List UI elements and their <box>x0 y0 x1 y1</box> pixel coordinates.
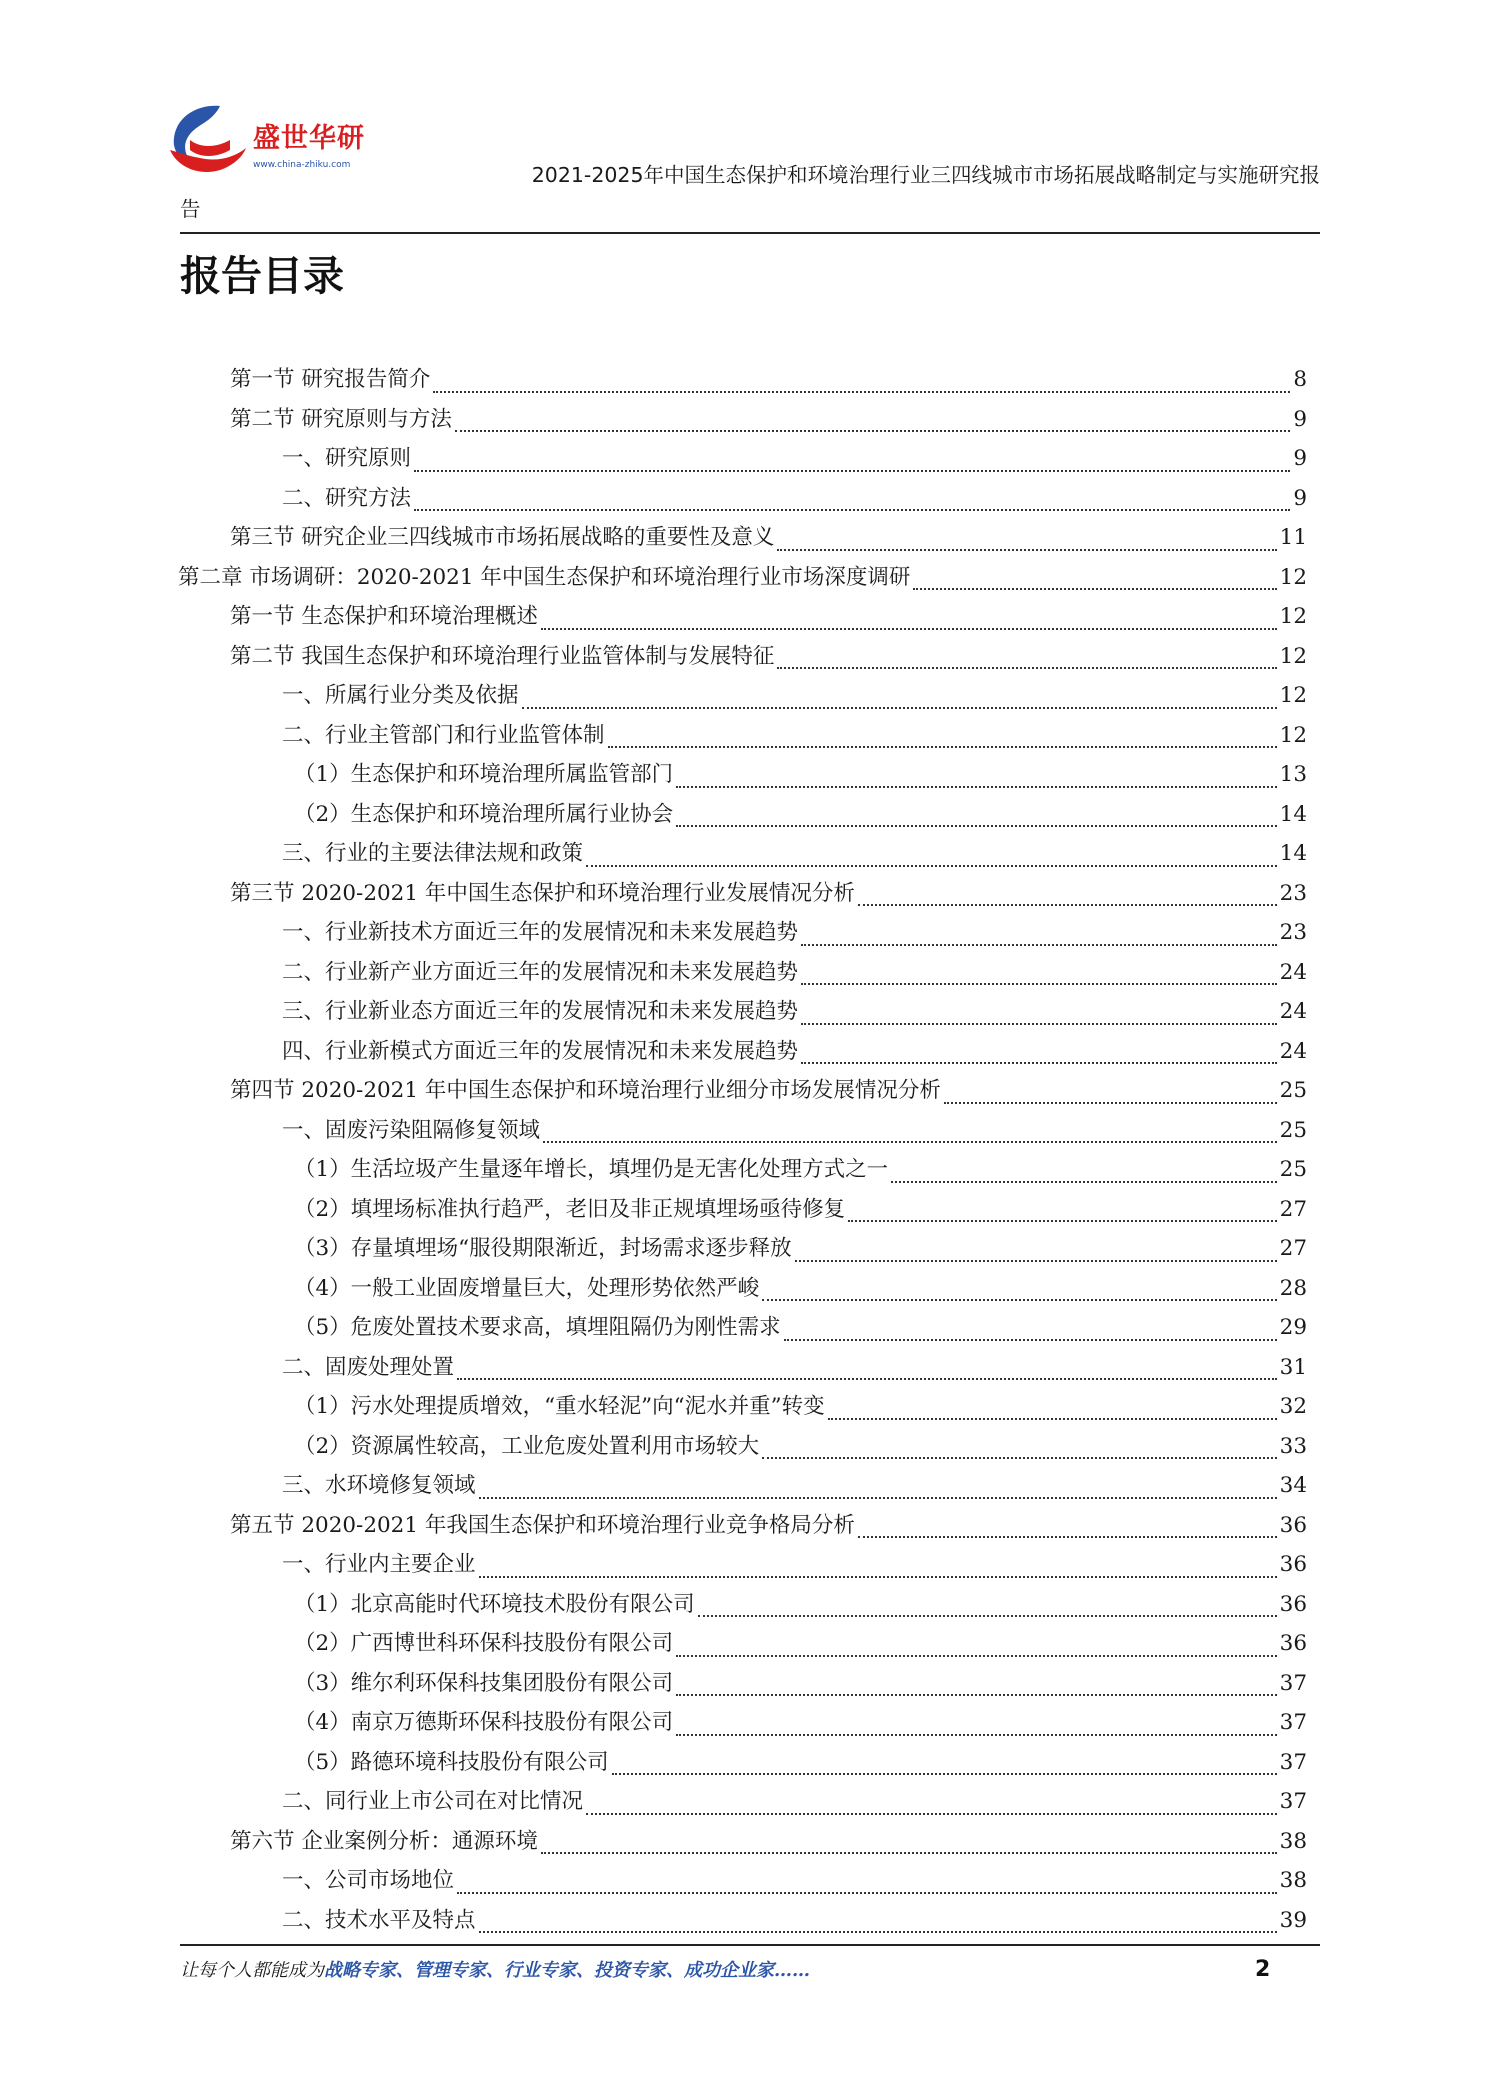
toc-entry[interactable] <box>178 834 1307 874</box>
toc-entry-page: 25 <box>1279 1157 1307 1182</box>
toc-entry-page: 8 <box>1293 367 1307 392</box>
toc-entry-title: 第二节 我国生态保护和环境治理行业监管体制与发展特征 <box>230 643 775 669</box>
toc-dot-leader <box>541 616 1277 630</box>
toc-entry-title: 第三节 2020-2021 年中国生态保护和环境治理行业发展情况分析 <box>230 880 855 906</box>
toc-entry-page: 31 <box>1279 1354 1307 1380</box>
toc-dot-leader <box>676 774 1276 788</box>
toc-dot-leader <box>541 1840 1277 1854</box>
toc-entry[interactable] <box>178 1229 1307 1269</box>
toc-dot-leader <box>479 1485 1277 1499</box>
toc-dot-leader <box>801 971 1277 985</box>
toc-entry-page: 11 <box>1279 525 1307 550</box>
toc-entry-title: （1）生活垃圾产生量逐年增长，填埋仍是无害化处理方式之一 <box>294 1157 889 1182</box>
toc-entry-page: 12 <box>1279 643 1307 669</box>
toc-entry-page: 36 <box>1279 1552 1307 1577</box>
toc-entry-title: 第六节 企业案例分析：通源环境 <box>230 1828 538 1854</box>
toc-entry-title: 一、行业内主要企业 <box>282 1552 476 1577</box>
toc-entry-page: 24 <box>1279 999 1307 1024</box>
toc-entry-title: （5）危废处置技术要求高，填埋阻隔仍为刚性需求 <box>294 1315 781 1340</box>
toc-entry[interactable] <box>178 676 1307 716</box>
toc-entry-page: 33 <box>1279 1433 1307 1459</box>
toc-entry-title: 二、技术水平及特点 <box>282 1907 476 1933</box>
toc-entry-page: 27 <box>1279 1236 1307 1261</box>
toc-entry-title: （5）路德环境科技股份有限公司 <box>294 1749 609 1775</box>
toc-entry-title: （4）一般工业固废增量巨大，处理形势依然严峻 <box>294 1275 760 1301</box>
toc-entry-page: 12 <box>1279 722 1307 748</box>
toc-dot-leader <box>479 1564 1277 1578</box>
toc-entry-title: （2）生态保护和环境治理所属行业协会 <box>294 801 674 827</box>
toc-dot-leader <box>676 1643 1276 1657</box>
toc-entry-title: 三、行业的主要法律法规和政策 <box>282 841 584 866</box>
toc-entry[interactable] <box>178 953 1307 993</box>
toc-entry[interactable] <box>178 1901 1307 1941</box>
toc-entry-page: 25 <box>1279 1078 1307 1103</box>
toc-dot-leader <box>586 1801 1277 1815</box>
toc-entry[interactable] <box>178 795 1307 835</box>
toc-entry-title: （1）污水处理提质增效，“重水轻泥”向“泥水并重”转变 <box>294 1394 825 1419</box>
toc-entry[interactable] <box>178 597 1307 637</box>
toc-entry[interactable] <box>178 1348 1307 1388</box>
toc-entry[interactable] <box>178 637 1307 677</box>
logo-url: www.china-zhiku.com <box>253 160 351 170</box>
toc-entry-title: 一、固废污染阻隔修复领域 <box>282 1117 541 1143</box>
toc-entry-title: 二、同行业上市公司在对比情况 <box>282 1789 584 1814</box>
toc-dot-leader <box>455 418 1290 432</box>
table-of-contents <box>178 360 1307 1940</box>
toc-entry-title: （4）南京万德斯环保科技股份有限公司 <box>294 1710 674 1735</box>
toc-dot-leader <box>433 379 1290 393</box>
toc-entry-page: 9 <box>1293 485 1307 511</box>
toc-entry[interactable] <box>178 874 1307 914</box>
toc-entry-page: 9 <box>1293 446 1307 471</box>
toc-entry-title: （2）广西博世科环保科技股份有限公司 <box>294 1631 674 1656</box>
toc-entry[interactable] <box>178 1387 1307 1427</box>
toc-entry-title: 一、研究原则 <box>282 446 412 471</box>
toc-dot-leader <box>913 576 1276 590</box>
toc-dot-leader <box>698 1603 1277 1617</box>
toc-entry-page: 38 <box>1279 1868 1307 1893</box>
toc-entry-page: 14 <box>1279 841 1307 866</box>
toc-entry-page: 38 <box>1279 1828 1307 1854</box>
toc-entry-title: 一、公司市场地位 <box>282 1868 455 1893</box>
toc-entry-title: 第一节 生态保护和环境治理概述 <box>230 604 538 629</box>
toc-entry-page: 24 <box>1279 959 1307 985</box>
toc-dot-leader <box>676 1682 1276 1696</box>
toc-entry[interactable] <box>178 716 1307 756</box>
toc-dot-leader <box>858 1524 1277 1538</box>
toc-entry[interactable] <box>178 1032 1307 1072</box>
toc-entry-page: 39 <box>1279 1907 1307 1933</box>
toc-dot-leader <box>612 1761 1277 1775</box>
toc-entry-page: 36 <box>1279 1512 1307 1538</box>
toc-entry-page: 37 <box>1279 1710 1307 1735</box>
header-divider <box>180 232 1320 234</box>
toc-entry[interactable] <box>178 755 1307 795</box>
toc-dot-leader <box>828 1406 1277 1420</box>
toc-entry[interactable] <box>178 518 1307 558</box>
toc-entry-page: 37 <box>1279 1670 1307 1696</box>
toc-entry-page: 23 <box>1279 920 1307 945</box>
toc-entry-title: （2）资源属性较高，工业危废处置利用市场较大 <box>294 1433 760 1459</box>
toc-dot-leader <box>479 1919 1277 1933</box>
toc-dot-leader <box>586 853 1277 867</box>
toc-entry-page: 27 <box>1279 1196 1307 1222</box>
toc-entry[interactable] <box>178 360 1307 400</box>
toc-entry-title: 一、行业新技术方面近三年的发展情况和未来发展趋势 <box>282 920 799 945</box>
footer-slogan <box>180 1956 810 1986</box>
toc-entry-page: 12 <box>1279 564 1307 590</box>
toc-dot-leader <box>676 813 1276 827</box>
report-title-continued: 告 <box>180 197 201 221</box>
toc-entry-page: 12 <box>1279 683 1307 708</box>
toc-dot-leader <box>795 1248 1277 1262</box>
toc-entry-page: 28 <box>1279 1275 1307 1301</box>
toc-dot-leader <box>457 1880 1277 1894</box>
toc-dot-leader <box>608 734 1277 748</box>
footer-slogan-prefix: 让每个人都能成为 <box>180 1960 324 1981</box>
toc-dot-leader <box>848 1208 1276 1222</box>
toc-entry[interactable] <box>178 913 1307 953</box>
toc-entry[interactable] <box>178 1743 1307 1783</box>
toc-entry-title: （2）填埋场标准执行趋严，老旧及非正规填埋场亟待修复 <box>294 1196 846 1222</box>
toc-entry-title: 二、行业新产业方面近三年的发展情况和未来发展趋势 <box>282 959 799 985</box>
footer-divider <box>180 1944 1320 1946</box>
toc-entry[interactable] <box>178 1071 1307 1111</box>
toc-entry[interactable] <box>178 1466 1307 1506</box>
toc-entry-title: 第二节 研究原则与方法 <box>230 406 452 432</box>
toc-entry[interactable] <box>178 1190 1307 1230</box>
report-title: 2021-2025年中国生态保护和环境治理行业三四线城市市场拓展战略制定与实施研究报 <box>531 163 1320 187</box>
toc-entry-page: 14 <box>1279 801 1307 827</box>
toc-dot-leader <box>784 1327 1277 1341</box>
toc-entry[interactable] <box>178 1664 1307 1704</box>
toc-entry-title: 二、研究方法 <box>282 485 412 511</box>
page-number: 2 <box>1255 1957 1271 1982</box>
toc-entry[interactable] <box>178 400 1307 440</box>
toc-entry-title: 二、固废处理处置 <box>282 1354 455 1380</box>
toc-entry-title: 三、水环境修复领域 <box>282 1473 476 1498</box>
toc-dot-leader <box>891 1169 1276 1183</box>
toc-entry-page: 24 <box>1279 1038 1307 1064</box>
toc-entry-title: 第五节 2020-2021 年我国生态保护和环境治理行业竞争格局分析 <box>230 1512 855 1538</box>
toc-dot-leader <box>414 497 1290 511</box>
footer-slogan-highlight: 战略专家、管理专家、行业专家、投资专家、成功企业家…… <box>324 1960 810 1981</box>
toc-entry-page: 34 <box>1279 1473 1307 1498</box>
toc-dot-leader <box>801 1011 1277 1025</box>
toc-entry-page: 25 <box>1279 1117 1307 1143</box>
toc-dot-leader <box>777 655 1276 669</box>
toc-entry[interactable] <box>178 1308 1307 1348</box>
toc-dot-leader <box>522 695 1277 709</box>
toc-dot-leader <box>676 1722 1276 1736</box>
toc-dot-leader <box>762 1445 1276 1459</box>
toc-entry[interactable] <box>178 1506 1307 1546</box>
logo-name: 盛世华研 <box>253 123 365 154</box>
toc-dot-leader <box>457 1366 1277 1380</box>
toc-entry-title: 第三节 研究企业三四线城市市场拓展战略的重要性及意义 <box>230 525 775 550</box>
toc-entry-page: 12 <box>1279 604 1307 629</box>
toc-entry-page: 32 <box>1279 1394 1307 1419</box>
toc-entry-page: 9 <box>1293 406 1307 432</box>
toc-entry-page: 23 <box>1279 880 1307 906</box>
toc-entry-page: 13 <box>1279 762 1307 787</box>
toc-entry-title: 第二章 市场调研：2020-2021 年中国生态保护和环境治理行业市场深度调研 <box>178 564 911 590</box>
toc-entry[interactable] <box>178 1822 1307 1862</box>
toc-entry[interactable] <box>178 479 1307 519</box>
toc-entry-title: 二、行业主管部门和行业监管体制 <box>282 722 605 748</box>
toc-dot-leader <box>801 932 1277 946</box>
toc-entry[interactable] <box>178 1782 1307 1822</box>
toc-entry-title: （1）北京高能时代环境技术股份有限公司 <box>294 1591 695 1617</box>
toc-dot-leader <box>777 537 1276 551</box>
toc-entry[interactable] <box>178 1861 1307 1901</box>
toc-entry[interactable] <box>178 439 1307 479</box>
toc-entry[interactable] <box>178 1585 1307 1625</box>
toc-entry-page: 37 <box>1279 1789 1307 1814</box>
toc-dot-leader <box>858 892 1277 906</box>
toc-dot-leader <box>801 1050 1277 1064</box>
toc-entry-page: 36 <box>1279 1631 1307 1656</box>
toc-entry-title: 第四节 2020-2021 年中国生态保护和环境治理行业细分市场发展情况分析 <box>230 1078 941 1103</box>
toc-dot-leader <box>414 458 1290 472</box>
toc-entry-title: （3）存量填埋场“服役期限渐近，封场需求逐步释放 <box>294 1236 792 1261</box>
page-title: 报告目录 <box>180 252 344 300</box>
toc-entry[interactable] <box>178 1545 1307 1585</box>
toc-entry[interactable] <box>178 1624 1307 1664</box>
toc-entry-page: 37 <box>1279 1749 1307 1775</box>
toc-entry[interactable] <box>178 1269 1307 1309</box>
toc-entry-title: 四、行业新模式方面近三年的发展情况和未来发展趋势 <box>282 1038 799 1064</box>
toc-entry-title: （1）生态保护和环境治理所属监管部门 <box>294 762 674 787</box>
toc-entry[interactable] <box>178 558 1307 598</box>
toc-entry-title: （3）维尔利环保科技集团股份有限公司 <box>294 1670 674 1696</box>
toc-entry[interactable] <box>178 1703 1307 1743</box>
toc-dot-leader <box>944 1090 1277 1104</box>
toc-dot-leader <box>762 1287 1276 1301</box>
toc-entry-title: 三、行业新业态方面近三年的发展情况和未来发展趋势 <box>282 999 799 1024</box>
toc-entry-title: 第一节 研究报告简介 <box>230 367 431 392</box>
toc-entry-page: 29 <box>1279 1315 1307 1340</box>
toc-dot-leader <box>543 1129 1277 1143</box>
toc-entry[interactable] <box>178 1427 1307 1467</box>
toc-entry[interactable] <box>178 1150 1307 1190</box>
toc-entry-page: 36 <box>1279 1591 1307 1617</box>
toc-entry[interactable] <box>178 1111 1307 1151</box>
toc-entry[interactable] <box>178 992 1307 1032</box>
toc-entry-title: 一、所属行业分类及依据 <box>282 683 519 708</box>
